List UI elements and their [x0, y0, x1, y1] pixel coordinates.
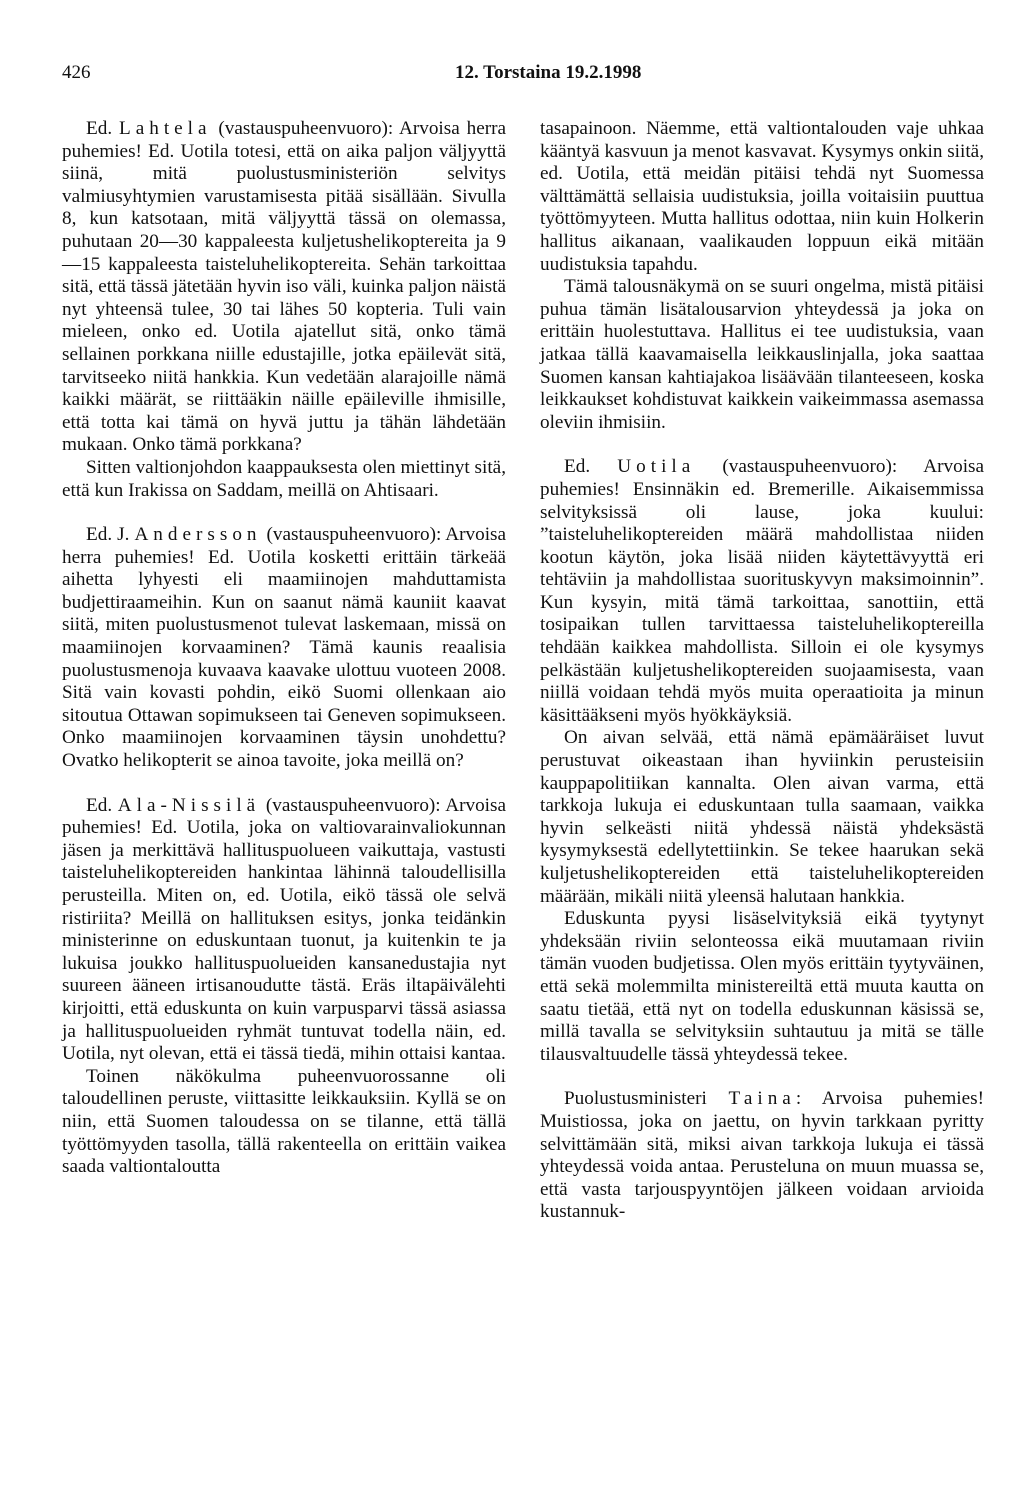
- speech-taina: [540, 1088, 984, 1224]
- paragraph: Sitten valtionjohdon kaappauksesta olen miettinyt sitä, että kun Irakissa on Saddam, meillä on Ahtisaari.: [62, 456, 506, 501]
- speaker-name: Uotila: [617, 456, 696, 478]
- right-column: [540, 118, 984, 1224]
- running-head: 12. Torstaina 19.2.1998: [455, 62, 642, 83]
- speech-uotila: [540, 456, 984, 727]
- paragraph: On aivan selvää, että nämä epämääräiset luvut perustuvat oikeastaan ihan hyviinkin perusteisiin kauppapolitiikan kannalta. Olen aivan varma, että tarkkoja lukuja ei eduskuntaan tulla saamaan, vaikka hyvin selkeästi niitä yhdessä näistä yhdeksästä kysymyksestä edellytettiinkin. Se tekee haarukan sekä kuljetushelikoptereiden että taisteluhelikoptereiden määrään, mikäli niitä yleensä halutaan hankkia.: [540, 727, 984, 907]
- speech-text: (vastauspuheenvuoro): Arvoisa puhemies! Ed. Uotila, joka on valtiovarainvaliokunnan jäsen ja merkittävä hallituspuolueen vaikuttaja, vastusti taisteluhelikoptereiden hankintaa lähinnä taloudellisilla perusteilla. Miten on, ed. Uotila, eikö tässä ole selvä ristiriita? Meillä on hallituksen esitys, jonka teidänkin ministerinne on eduskuntaan tuonut, ja kuitenkin te ja lukuisa joukko hallituspuolueiden kansanedustajia nyt suureen ääneen irtisanoudutte tästä. Eräs iltapäivälehti kirjoitti, että eduskunta on kuin varpusparvi tässä asiassa ja hallituspuolueiden ryhmät tuntuvat todella näin, ed. Uotila, nyt olevan, että ei tässä tiedä, mihin ottaisi kantaa.: [62, 794, 506, 1065]
- speaker-prefix: Ed.: [86, 794, 113, 816]
- speech-text: (vastauspuheenvuoro): Arvoisa herra puhemies! Ed. Uotila kosketti erittäin tärkeää aihetta lyhyesti eli maamiinojen mahduttamista budjettiraameihin. Kun on saanut nämä kauniit kaavat siitä, miten puolustusmenot tulevat laskemaan, missä on maamiinojen korvaaminen? Tämä kaunis reaalisia puolustusmenoja kuvaava kaavake ulottuu vuoteen 2008. Sitä vain kovasti pohdin, eikö Suomi ollenkaan aio sitoutua Ottawan sopimukseen tai Geneven sopimukseen. Onko maamiinojen korvaaminen täysin unohdettu? Ovatko helikopterit se ainoa tavoite, joka meillä on?: [62, 524, 507, 772]
- left-column: [62, 118, 506, 1179]
- speaker-prefix: Ed.: [86, 118, 113, 139]
- speaker-name: Lahtela: [119, 118, 212, 139]
- speech-text: : Arvoisa puhemies! Muistiossa, joka on jaettu, on hyvin tarkkaan pyritty selvittämään sitä, miksi aivan tarkkoja lukuja ei tässä yhteydessä voida antaa. Perusteluna on muun muassa se, että vasta tarjouspyyntöjen jälkeen voidaan arvioida kustannuk-: [540, 1088, 985, 1223]
- speaker-prefix: Ed.: [564, 456, 591, 478]
- speaker-name: Andersson: [134, 524, 262, 546]
- speech-ala-nissila: [62, 795, 506, 1066]
- speech-text: (vastauspuheenvuoro): Arvoisa puhemies! Ensinnäkin ed. Bremerille. Aikaisemmissa selvityksissä oli lause, joka kuului: ”taisteluhelikoptereiden määrä mahdollistaa niiden kootun käytön, joka lisää niiden käytettävyyttä eri tehtäviin ja mahdollistaa suorituskyvyn maksimoinnin”. Kun kysyin, mitä tämä tarkoittaa, sanottiin, että tosipaikan tullen tarvittaessa taisteluhelikoptereilla tehdään kaikkea mahdollista. Silloin ei ole kysymys pelkästään kuljetushelikoptereiden suojaamisesta, vaan niillä voidaan tehdä myös muita operaatioita ja minun käsittääkseni myös hyökkäyksiä.: [540, 456, 985, 726]
- speech-text: (vastauspuheenvuoro): Arvoisa herra puhemies! Ed. Uotila totesi, että on aika paljon väljyyttä siinä, mitä puolustusministeriön selvitys valmiusyhtymien varustamisesta pitää sisällään. Sivulla 8, kun katsotaan, mitä väljyyttä tässä on olemassa, puhutaan 20—30 kappaleesta kuljetushelikoptereita ja 9—15 kappaleesta taisteluhelikoptereita. Sehän tarkoittaa sitä, että tässä jätetään hyvin iso väli, kuinka paljon näistä nyt yhteensä tulee, 30 tai lähes 50 kopteria. Tuli vain mieleen, onko ed. Uotila ajatellut sitä, onko tämä sellainen porkkana niille edustajille, jotka epäilevät sitä, tarvitseeko niitä hankkia. Kun vedetään alarajoille nämä kaikki määrät, se riittääkin näille epäileville ihmisille, että totta kai tämä on hyvä juttu ja tähän lähdetään mukaan. Onko tämä porkkana?: [62, 118, 507, 456]
- paragraph: Toinen näkökulma puheenvuorossanne oli taloudellinen peruste, viittasitte leikkauksiin. Kyllä se on niin, että Suomen taloudessa on se tilanne, että tällä työttömyyden tasolla, tällä rakenteella on erittäin vaikea saada valtiontaloutta: [62, 1065, 506, 1178]
- speaker-prefix: Puolustusministeri: [564, 1088, 707, 1110]
- page-number: 426: [62, 62, 91, 83]
- speech-andersson: [62, 524, 506, 773]
- paragraph: Tämä talousnäkymä on se suuri ongelma, mistä pitäisi puhua tämän lisätalousarvion yhteydessä ja joka on erittäin huolestuttava. Hallitus ei tee uudistuksia, vaan jatkaa tällä kaavamaisella leikkauslinjalla, joka saattaa Suomen kansan kahtiajakoa lisäävään tilanteeseen, koska leikkaukset kohdistuvat kaikkein vaikeimmassa asemassa oleviin ihmisiin.: [540, 276, 984, 433]
- paragraph: tasapainoon. Näemme, että valtiontalouden vaje uhkaa kääntyä kasvuun ja menot kasvavat. Kysymys onkin siitä, ed. Uotila, että meidän pitäisi tehdä nyt Suomessa välttämättä sellaisia uudistuksia, joilla voitaisiin puuttua työttömyyteen. Mutta hallitus odottaa, niin kuin Holkerin hallitus aikanaan, vaalikauden loppuun eikä mitään uudistuksia tapahdu.: [540, 118, 984, 275]
- page-header: [62, 62, 962, 92]
- speech-lahtela: [62, 118, 506, 457]
- speaker-name: Taina: [728, 1088, 796, 1110]
- speaker-name: Ala-Nissilä: [117, 794, 261, 816]
- speaker-prefix: Ed. J.: [86, 524, 130, 546]
- paragraph: Eduskunta pyysi lisäselvityksiä eikä tyytynyt yhdeksään riviin selonteossa eikä muutamaan riviin tämän vuoden budjetissa. Olen myös erittäin tyytyväinen, että sekä molemmilta ministereiltä että muuta kautta on saatu tietää, että nyt on todella eduskunnan käsissä se, millä tavalla se selvityksiin suhtautuu ja mitä se tälle tilausvaltuudelle tässä yhteydessä tekee.: [540, 908, 984, 1065]
